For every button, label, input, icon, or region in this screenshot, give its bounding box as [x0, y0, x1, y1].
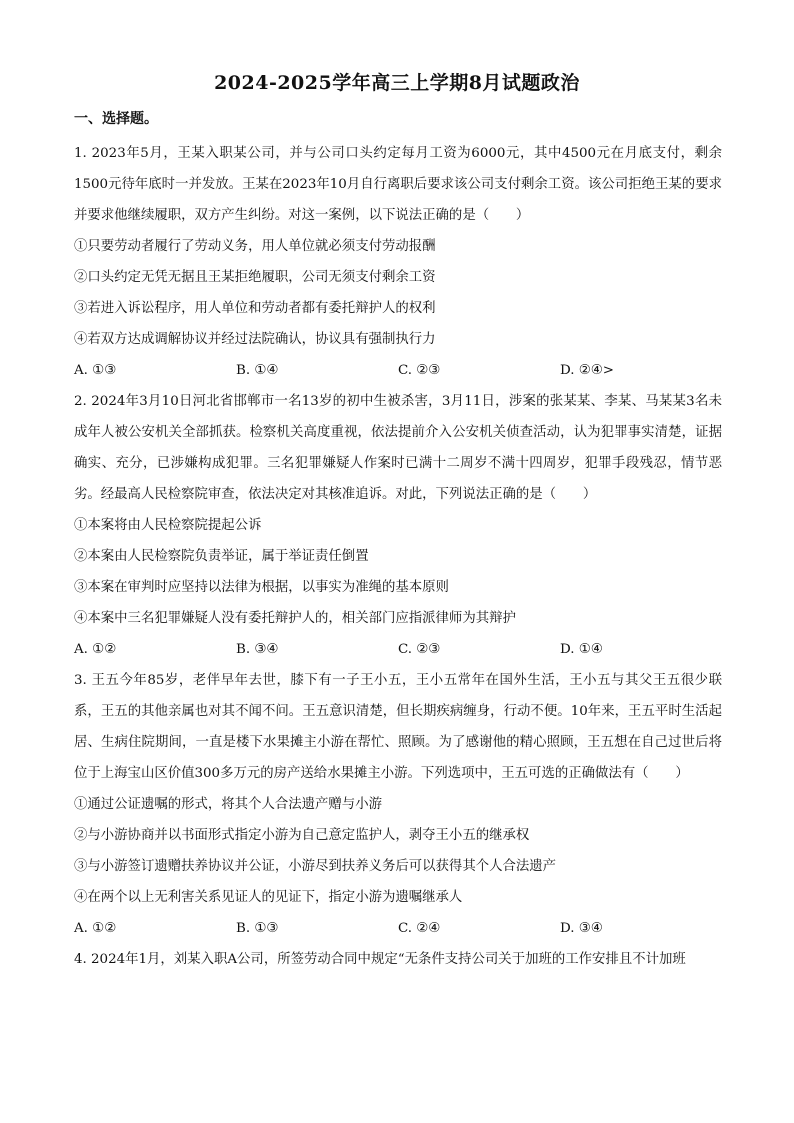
question-stem: 3. 王五今年85岁，老伴早年去世，膝下有一子王小五，王小五常年在国外生活，王小五与其父王五很少联系，王五的其他亲属也对其不闻不问。王五意识清楚，但长期疾病缠身，行动不便。10年来，王五平时生活起居、生病住院期间，一直是楼下水果摊主小游在帮忙、照顾。为了感谢他的精心照顾，王五想在自己过世后将位于上海宝山区价值300多万元的房产送给水果摊主小游。下列选项中，王五可选的正确做法有（ ） — [74, 673, 722, 781]
statement-option: ①通过公证遗嘱的形式，将其个人合法遗产赠与小游 — [74, 797, 382, 812]
choice-c: C. ②③ — [398, 363, 441, 378]
statement-option: ①只要劳动者履行了劳动义务，用人单位就必须支付劳动报酬 — [74, 239, 436, 254]
question-2 — [74, 386, 722, 665]
question-stem: 2. 2024年3月10日河北省邯郸市一名13岁的初中生被杀害，3月11日，涉案的张某某、李某、马某某3名未成年人被公安机关全部抓获。检察机关高度重视，依法提前介入公安机关侦查活动，认为犯罪事实清楚，证据确实、充分，已涉嫌构成犯罪。三名犯罪嫌疑人作案时已满十二周岁不满十四周岁，犯罪手段残忍，情节恶劣。经最高人民检察院审查，依法决定对其核准追诉。对此，下列说法正确的是（ ） — [74, 394, 722, 502]
page-title: 2024-2025学年高三上学期8月试题政治 — [214, 72, 580, 94]
statement-option: ③若进入诉讼程序，用人单位和劳动者都有委托辩护人的权利 — [74, 301, 436, 316]
answer-choices — [74, 913, 722, 944]
statement-option: ②本案由人民检察院负责举证，属于举证责任倒置 — [74, 549, 369, 564]
question-3 — [74, 665, 722, 944]
answer-choices — [74, 634, 722, 665]
question-4 — [74, 944, 722, 975]
choice-c: C. ②④ — [398, 921, 441, 936]
choice-d: D. ②④> — [560, 363, 615, 378]
choice-b: B. ①④ — [236, 363, 279, 378]
question-stem: 4. 2024年1月，刘某入职A公司，所签劳动合同中规定“无条件支持公司关于加班的工作安排且不计加班 — [74, 952, 686, 967]
choice-b: B. ①③ — [236, 921, 279, 936]
question-stem: 1. 2023年5月，王某入职某公司，并与公司口头约定每月工资为6000元，其中4500元在月底支付，剩余1500元待年底时一并发放。王某在2023年10月自行离职后要求该公司支付剩余工资。该公司拒绝王某的要求并要求他继续履职，双方产生纠纷。对这一案例，以下说法正确的是（ ） — [74, 146, 722, 223]
statement-option: ②与小游协商并以书面形式指定小游为自己意定监护人，剥夺王小五的继承权 — [74, 828, 530, 843]
choice-a: A. ①② — [74, 642, 117, 657]
question-1 — [74, 138, 722, 386]
answer-choices — [74, 355, 722, 386]
choice-d: D. ③④ — [560, 921, 603, 936]
choice-a: A. ①② — [74, 921, 117, 936]
statement-option: ②口头约定无凭无据且王某拒绝履职，公司无须支付剩余工资 — [74, 270, 436, 285]
statement-option: ③本案在审判时应坚持以法律为根据，以事实为准绳的基本原则 — [74, 580, 449, 595]
question-list — [74, 138, 722, 975]
section-heading: 一、选择题。 — [74, 111, 158, 127]
statement-option: ④在两个以上无利害关系见证人的见证下，指定小游为遗嘱继承人 — [74, 890, 463, 905]
statement-option: ①本案将由人民检察院提起公诉 — [74, 518, 262, 533]
choice-d: D. ①④ — [560, 642, 603, 657]
statement-option: ③与小游签订遗赠扶养协议并公证，小游尽到扶养义务后可以获得其个人合法遗产 — [74, 859, 557, 874]
choice-a: A. ①③ — [74, 363, 117, 378]
statement-option: ④若双方达成调解协议并经过法院确认，协议具有强制执行力 — [74, 332, 436, 347]
choice-b: B. ③④ — [236, 642, 279, 657]
statement-option: ④本案中三名犯罪嫌疑人没有委托辩护人的，相关部门应指派律师为其辩护 — [74, 611, 516, 626]
choice-c: C. ②③ — [398, 642, 441, 657]
